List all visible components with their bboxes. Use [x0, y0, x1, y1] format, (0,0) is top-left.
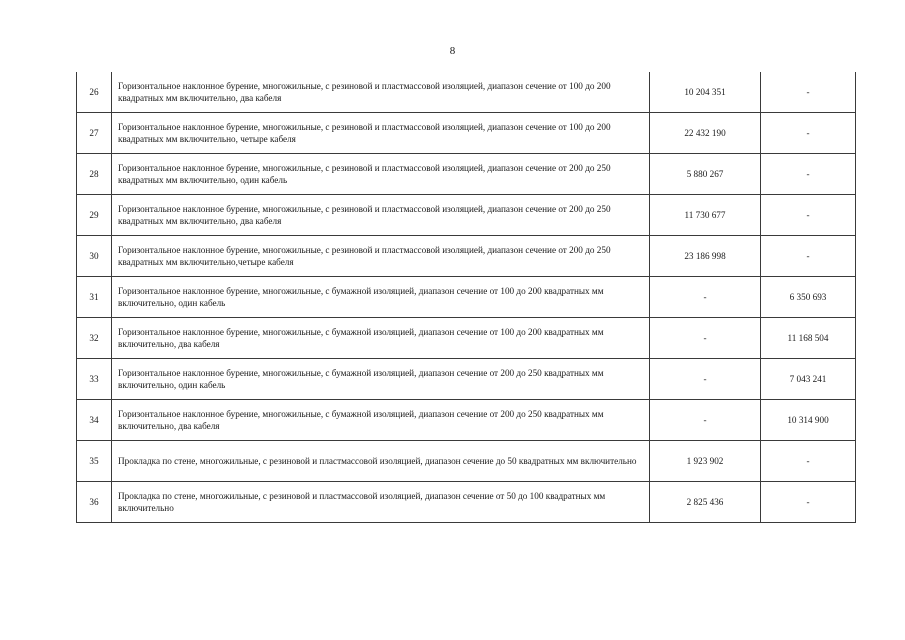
row-value-secondary: - [761, 113, 856, 154]
row-number: 29 [77, 195, 112, 236]
row-description: Горизонтальное наклонное бурение, многожильные, с резиновой и пластмассовой изоляцией, диапазон сечение от 200 до 250 квадратных мм включительно, два кабеля [112, 195, 650, 236]
row-value-primary: - [650, 359, 761, 400]
row-value-secondary: - [761, 236, 856, 277]
table-row [77, 441, 856, 482]
row-description: Горизонтальное наклонное бурение, многожильные, с бумажной изоляцией, диапазон сечение от 100 до 200 квадратных мм включительно, два кабеля [112, 318, 650, 359]
row-value-primary: - [650, 400, 761, 441]
row-value-primary: 23 186 998 [650, 236, 761, 277]
page-number: 8 [449, 45, 456, 57]
row-value-primary: 22 432 190 [650, 113, 761, 154]
row-value-primary: - [650, 318, 761, 359]
row-value-secondary: 11 168 504 [761, 318, 856, 359]
table-row [77, 400, 856, 441]
row-number: 35 [77, 441, 112, 482]
row-number: 33 [77, 359, 112, 400]
row-value-secondary: - [761, 154, 856, 195]
row-description: Горизонтальное наклонное бурение, многожильные, с резиновой и пластмассовой изоляцией, диапазон сечение от 100 до 200 квадратных мм включительно, четыре кабеля [112, 113, 650, 154]
row-number: 28 [77, 154, 112, 195]
row-value-primary: 2 825 436 [650, 482, 761, 523]
row-value-secondary: - [761, 441, 856, 482]
row-number: 27 [77, 113, 112, 154]
row-value-primary: 11 730 677 [650, 195, 761, 236]
row-description: Прокладка по стене, многожильные, с резиновой и пластмассовой изоляцией, диапазон сечение от 50 до 100 квадратных мм включительно [112, 482, 650, 523]
table-row [77, 277, 856, 318]
row-description: Прокладка по стене, многожильные, с резиновой и пластмассовой изоляцией, диапазон сечение до 50 квадратных мм включительно [112, 441, 650, 482]
row-number: 34 [77, 400, 112, 441]
table-row [77, 195, 856, 236]
row-value-secondary: - [761, 482, 856, 523]
row-value-primary: 10 204 351 [650, 72, 761, 113]
cost-table [76, 72, 856, 523]
row-description: Горизонтальное наклонное бурение, многожильные, с резиновой и пластмассовой изоляцией, диапазон сечение от 200 до 250 квадратных мм включительно, один кабель [112, 154, 650, 195]
row-description: Горизонтальное наклонное бурение, многожильные, с бумажной изоляцией, диапазон сечение от 200 до 250 квадратных мм включительно, два кабеля [112, 400, 650, 441]
row-description: Горизонтальное наклонное бурение, многожильные, с резиновой и пластмассовой изоляцией, диапазон сечение от 100 до 200 квадратных мм включительно, два кабеля [112, 72, 650, 113]
row-number: 30 [77, 236, 112, 277]
row-value-secondary: 7 043 241 [761, 359, 856, 400]
row-number: 31 [77, 277, 112, 318]
row-value-secondary: 6 350 693 [761, 277, 856, 318]
row-value-secondary: 10 314 900 [761, 400, 856, 441]
row-description: Горизонтальное наклонное бурение, многожильные, с резиновой и пластмассовой изоляцией, диапазон сечение от 200 до 250 квадратных мм включительно,четыре кабеля [112, 236, 650, 277]
row-value-secondary: - [761, 72, 856, 113]
table-row [77, 236, 856, 277]
table-row [77, 359, 856, 400]
row-number: 32 [77, 318, 112, 359]
table-row [77, 72, 856, 113]
row-description: Горизонтальное наклонное бурение, многожильные, с бумажной изоляцией, диапазон сечение от 100 до 200 квадратных мм включительно, один кабель [112, 277, 650, 318]
row-value-secondary: - [761, 195, 856, 236]
table-row [77, 154, 856, 195]
row-value-primary: 1 923 902 [650, 441, 761, 482]
row-number: 36 [77, 482, 112, 523]
row-value-primary: 5 880 267 [650, 154, 761, 195]
table-row [77, 113, 856, 154]
table-row [77, 318, 856, 359]
table-row [77, 482, 856, 523]
row-number: 26 [77, 72, 112, 113]
row-description: Горизонтальное наклонное бурение, многожильные, с бумажной изоляцией, диапазон сечение от 200 до 250 квадратных мм включительно, один кабель [112, 359, 650, 400]
row-value-primary: - [650, 277, 761, 318]
